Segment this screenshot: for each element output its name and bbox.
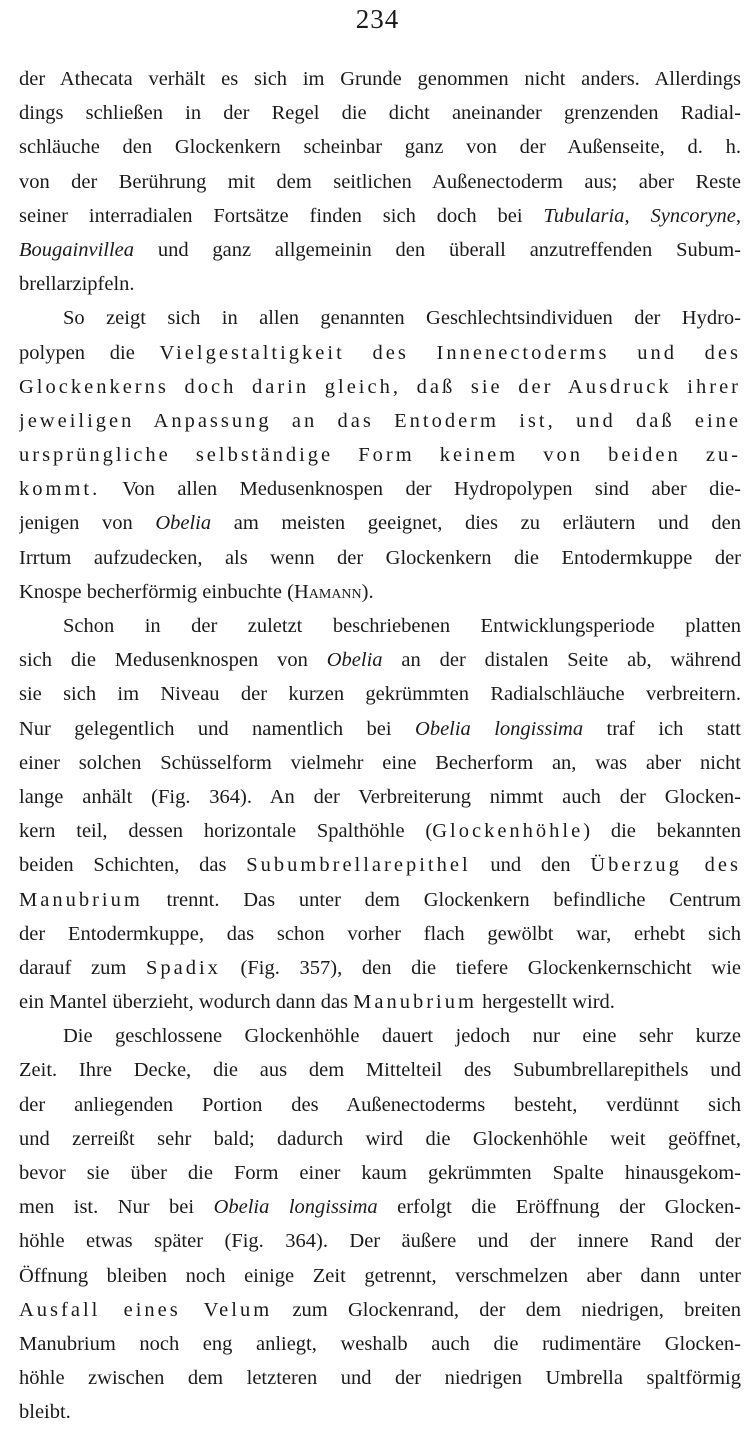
text-line: [19, 541, 741, 575]
spaced-emphasis: ursprüngliche selbständige Form keinem von beiden zu-: [19, 444, 741, 467]
text-line: [19, 165, 741, 199]
text-line: [19, 1361, 741, 1395]
text-segment: beiden Schichten, das: [19, 854, 247, 877]
text-segment: dings schließen in der Regel die dicht aneinander grenzenden Radial-: [19, 102, 741, 125]
text-line: [19, 917, 741, 951]
text-line: [19, 62, 741, 96]
text-line: [19, 746, 741, 780]
text-segment: lange anhält (Fig. 364). An der Verbreiterung nimmt auch der Glocken-: [19, 785, 741, 808]
text-segment: Von allen Medusenknospen der Hydropolypen sind aber die-: [100, 478, 741, 501]
text-segment: Schon in der zuletzt beschriebenen Entwicklungsperiode platten: [63, 615, 741, 637]
text-line: [19, 643, 741, 677]
text-segment: erfolgt die Eröffnung der Glocken-: [377, 1196, 741, 1219]
italic-term: Obelia longissima: [415, 717, 584, 740]
text-segment: der Entodermkuppe, das schon vorher flach gewölbt war, erhebt sich: [19, 922, 741, 945]
spaced-emphasis: Manubrium: [19, 888, 143, 911]
spaced-emphasis: Vielgestaltigkeit des Innenectoderms und des: [159, 341, 741, 364]
spaced-emphasis: jeweiligen Anpassung an das Entoderm ist, und daß eine: [19, 409, 741, 432]
text-segment: der anliegenden Portion des Außenectoderms besteht, verdünnt sich: [19, 1093, 741, 1116]
text-line: [19, 1395, 741, 1429]
text-segment: So zeigt sich in allen genannten Geschlechtsindividuen der Hydro-: [63, 307, 741, 330]
text-segment: ,: [624, 204, 651, 227]
text-line: [19, 1122, 741, 1156]
text-segment: Zeit. Ihre Decke, die aus dem Mittelteil des Subumbrellarepithels und: [19, 1059, 741, 1082]
text-line: [19, 677, 741, 711]
text-segment: Die geschlossene Glockenhöhle dauert jedoch nur eine sehr kurze: [63, 1025, 741, 1048]
spaced-emphasis: Ausfall eines Velum: [19, 1298, 273, 1321]
text-segment: an der distalen Seite ab, während: [382, 649, 741, 672]
text-line: [19, 712, 741, 746]
text-segment: ).: [361, 580, 374, 603]
page-number: 234: [355, 4, 400, 34]
text-segment: höhle etwas später (Fig. 364). Der äußere und der innere Rand der: [19, 1230, 741, 1253]
author-name: Hamann: [293, 580, 362, 603]
paragraph: [19, 609, 741, 1019]
text-line: [19, 301, 741, 335]
text-segment: trennt. Das unter dem Glockenkern befindliche Centrum: [142, 888, 741, 911]
text-line: [19, 370, 741, 404]
text-segment: jenigen von: [19, 512, 156, 535]
text-segment: polypen die: [19, 341, 160, 364]
text-line: [19, 199, 741, 233]
text-line: [19, 1053, 741, 1087]
text-line: [19, 1293, 741, 1327]
paragraph: [19, 301, 741, 609]
italic-term: Bougainvillea: [19, 238, 135, 261]
spaced-emphasis: Subumbrellarepithel: [246, 854, 471, 877]
text-line: [19, 883, 741, 917]
spaced-emphasis: Spadix: [145, 956, 221, 979]
text-segment: Nur gelegentlich und namentlich bei: [19, 717, 416, 740]
text-segment: ) die bekannten: [583, 820, 741, 843]
spaced-emphasis: Glockenkerns doch darin gleich, daß sie der Ausdruck ihrer: [19, 375, 741, 398]
text-line: [19, 1327, 741, 1361]
text-line: [19, 1190, 741, 1224]
text-line: [19, 96, 741, 130]
text-segment: höhle zwischen dem letzteren und der niedrigen Umbrella spaltförmig: [19, 1367, 741, 1390]
text-segment: und den: [470, 854, 591, 877]
text-line: [19, 506, 741, 540]
text-line: [19, 814, 741, 848]
text-line: [19, 233, 741, 267]
italic-term: Obelia: [155, 512, 212, 535]
text-segment: Knospe becherförmig einbuchte (: [19, 580, 294, 603]
text-segment: Irrtum aufzudecken, als wenn der Glockenkern die Entodermkuppe der: [19, 546, 741, 569]
spaced-emphasis: Glockenhöhle: [432, 820, 584, 843]
italic-term: Obelia: [326, 649, 383, 672]
text-segment: der Athecata verhält es sich im Grunde genommen nicht anders. Allerdings: [19, 68, 741, 90]
italic-term: Obelia longissima: [213, 1196, 378, 1219]
text-segment: (Fig. 357), den die tiefere Glockenkernschicht wie: [220, 956, 741, 979]
text-segment: sich die Medusenknospen von: [19, 649, 327, 672]
text-line: [19, 472, 741, 506]
spaced-emphasis: kommt.: [19, 478, 101, 501]
text-line: [19, 985, 741, 1019]
text-line: [19, 1019, 741, 1053]
text-segment: kern teil, dessen horizontale Spalthöhle (: [19, 820, 433, 843]
text-line: [19, 609, 741, 643]
text-segment: hergestellt wird.: [476, 991, 615, 1014]
text-line: [19, 130, 741, 164]
text-segment: Manubrium noch eng anliegt, weshalb auch die rudimentäre Glocken-: [19, 1332, 741, 1355]
paragraph: [19, 1019, 741, 1429]
text-segment: seiner interradialen Fortsätze finden sich doch bei: [19, 204, 544, 227]
text-line: [19, 336, 741, 370]
text-segment: traf ich statt: [583, 717, 741, 740]
italic-term: Tubularia: [543, 204, 625, 227]
text-segment: sie sich im Niveau der kurzen gekrümmten Radialschläuche verbreitern.: [19, 683, 741, 706]
text-segment: darauf zum: [19, 956, 146, 979]
text-segment: bevor sie über die Form einer kaum gekrümmten Spalte hinausgekom-: [19, 1162, 741, 1184]
text-segment: ,: [735, 204, 741, 227]
text-line: [19, 267, 741, 301]
text-line: [19, 848, 741, 882]
text-line: [19, 780, 741, 814]
spaced-emphasis: Manubrium: [353, 991, 477, 1014]
text-segment: von der Berührung mit dem seitlichen Außenectoderm aus; aber Reste: [19, 170, 741, 193]
text-segment: am meisten geeignet, dies zu erläutern und den: [211, 512, 741, 535]
text-line: [19, 404, 741, 438]
text-segment: schläuche den Glockenkern scheinbar ganz von der Außenseite, d. h.: [19, 136, 741, 159]
text-line: [19, 1224, 741, 1258]
text-line: [19, 1088, 741, 1122]
text-line: [19, 1259, 741, 1293]
text-segment: einer solchen Schüsselform vielmehr eine Becherform an, was aber nicht: [19, 751, 741, 774]
text-segment: bleibt.: [19, 1401, 71, 1424]
text-segment: brellarzipfeln.: [19, 273, 135, 296]
text-segment: und zerreißt sehr bald; dadurch wird die Glockenhöhle weit geöffnet,: [19, 1127, 741, 1150]
body-text: [19, 62, 741, 1430]
italic-term: Syncoryne: [650, 204, 736, 227]
text-segment: zum Glockenrand, der dem niedrigen, breiten: [272, 1298, 741, 1321]
text-segment: ein Mantel überzieht, wodurch dann das: [19, 991, 354, 1014]
text-segment: und ganz allgemeinin den überall anzutreffenden Subum-: [134, 238, 741, 261]
paragraph: [19, 62, 741, 301]
text-segment: men ist. Nur bei: [19, 1196, 214, 1219]
text-line: [19, 951, 741, 985]
spaced-emphasis: Überzug des: [590, 854, 741, 877]
text-line: [19, 1156, 741, 1190]
text-line: [19, 575, 741, 609]
text-line: [19, 438, 741, 472]
text-segment: Öffnung bleiben noch einige Zeit getrennt, verschmelzen aber dann unter: [19, 1264, 741, 1287]
